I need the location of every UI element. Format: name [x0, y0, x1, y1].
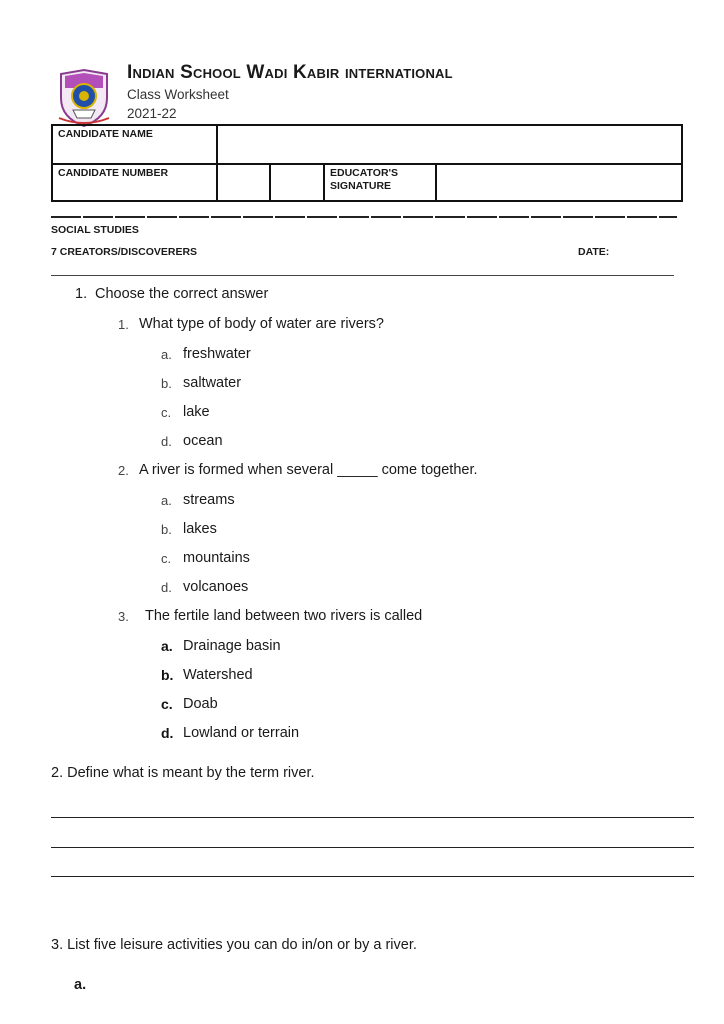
option-text: Doab: [183, 696, 218, 712]
section1-number: 1.: [75, 286, 88, 302]
question-text: What type of body of water are rivers?: [139, 316, 384, 332]
option-letter: b.: [161, 522, 172, 537]
question-number: 2.: [118, 463, 129, 478]
answer-line[interactable]: [51, 817, 694, 818]
section1-title: Choose the correct answer: [95, 286, 269, 302]
answer-line[interactable]: [51, 876, 694, 877]
option-letter: a.: [161, 347, 172, 362]
section2-question: 2. Define what is meant by the term river.: [51, 765, 315, 781]
option-letter: a.: [161, 493, 172, 508]
option-text: ocean: [183, 433, 223, 449]
option-letter: d.: [161, 580, 172, 595]
candidate-number-field-1[interactable]: [217, 164, 270, 201]
option-letter: d.: [161, 725, 174, 741]
candidate-number-label: CANDIDATE NUMBER: [52, 164, 217, 201]
school-crest-icon: [55, 68, 113, 128]
educator-signature-label: EDUCATOR'S SIGNATURE: [324, 164, 436, 201]
candidate-number-field-2[interactable]: [270, 164, 324, 201]
dashed-divider: [51, 216, 677, 218]
question-number: 3.: [118, 609, 129, 624]
option-text: Watershed: [183, 667, 253, 683]
date-label: DATE:: [578, 246, 610, 258]
school-name: Indian School Wadi Kabir international: [127, 62, 453, 83]
list-item-letter: a.: [74, 977, 87, 993]
candidate-name-field[interactable]: [217, 125, 682, 164]
option-letter: c.: [161, 551, 172, 566]
section3-question: 3. List five leisure activities you can do in/on or by a river.: [51, 937, 417, 953]
option-letter: c.: [161, 405, 172, 420]
question-text: The fertile land between two rivers is called: [145, 608, 423, 624]
academic-year: 2021-22: [127, 106, 177, 121]
option-letter: d.: [161, 434, 172, 449]
option-letter: c.: [161, 696, 173, 712]
option-letter: b.: [161, 376, 172, 391]
option-text: freshwater: [183, 346, 251, 362]
option-letter: a.: [161, 638, 173, 654]
option-text: lakes: [183, 521, 217, 537]
question-text: A river is formed when several _____ come together.: [139, 462, 478, 478]
educator-signature-field[interactable]: [436, 164, 682, 201]
answer-line[interactable]: [51, 847, 694, 848]
option-letter: b.: [161, 667, 174, 683]
worksheet-type: Class Worksheet: [127, 87, 229, 102]
topic-label: 7 CREATORS/DISCOVERERS: [51, 246, 198, 258]
option-text: mountains: [183, 550, 250, 566]
option-text: Drainage basin: [183, 638, 281, 654]
option-text: Lowland or terrain: [183, 725, 300, 741]
candidate-info-table: [51, 124, 683, 202]
question-number: 1.: [118, 317, 129, 332]
option-text: lake: [183, 404, 210, 420]
option-text: volcanoes: [183, 579, 249, 595]
option-text: streams: [183, 492, 235, 508]
option-text: saltwater: [183, 375, 242, 391]
subject-label: SOCIAL STUDIES: [51, 224, 139, 236]
candidate-name-label: CANDIDATE NAME: [52, 125, 217, 164]
header-divider: [51, 275, 674, 276]
